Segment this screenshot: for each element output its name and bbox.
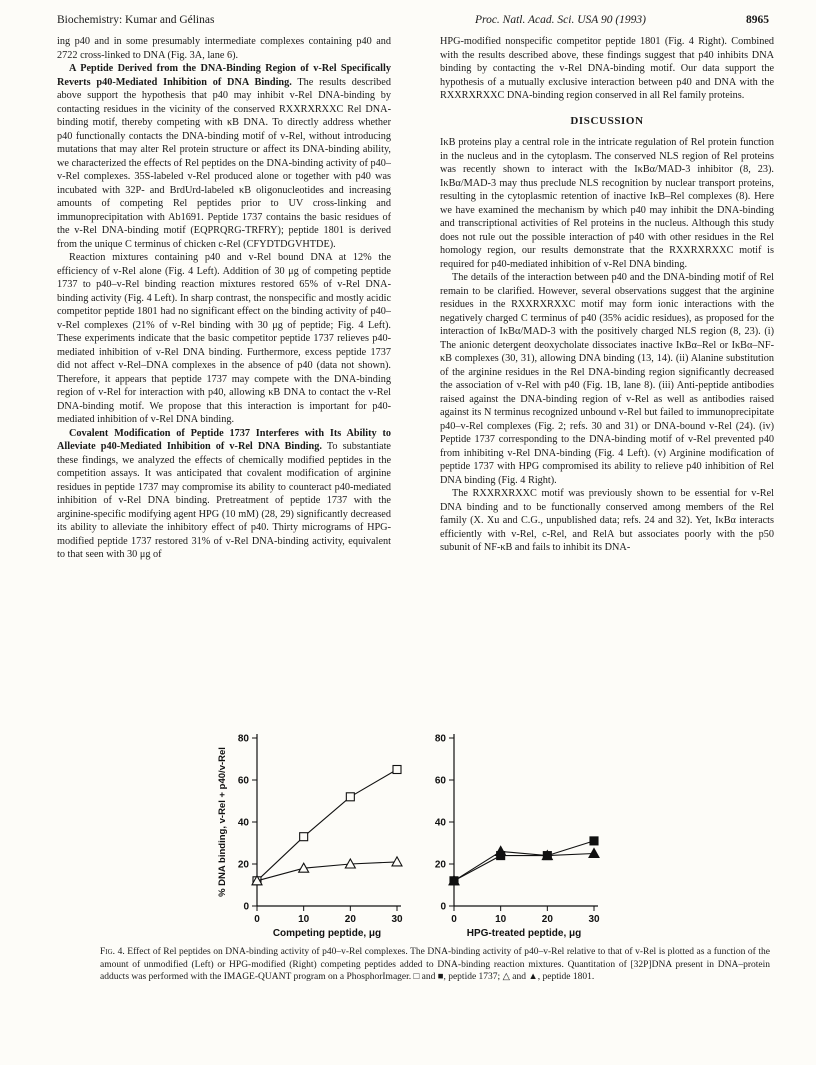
header-journal: Proc. Natl. Acad. Sci. USA 90 (1993) <box>475 14 646 26</box>
data-point-square <box>393 766 401 774</box>
figure-4-charts <box>200 730 630 940</box>
paragraph: The details of the interaction between p40 and the DNA-binding motif of Rel remain to be clarified. However, several observations suggest that the arginine residues in the RXXRXRXXC motif may form ionic interactions with the negatively charged C terminus of p40 (35% acidic residues), as proposed for the interaction of IκBα/MAD-3 with the positively charged NLS region (8, 23). (i) The anionic detergent deoxycholate dissociates inactive IκBα–Rel or IκBα–NF-κB complexes (30, 31), allowing DNA binding (13, 14). (ii) Alanine substitution of the arginine residues in the Rel DNA-binding region significantly decreased the association of v-Rel with p40 (Fig. 1B, lane 8). (iii) Anti-peptide antibodies raised against the DNA-binding region of v-Rel as well as antibodies raised against its N terminus recognized unbound v-Rel but failed to immunoprecipitate p40–v-Rel complexes (Fig. 2; refs. 30 and 31) or DNA-bound v-Rel (24). (iv) Peptide 1737 corresponding to the DNA-binding motif of v-Rel prevented p40 from inhibiting v-Rel DNA-binding (Fig. 4 Left). (v) Arginine modification of peptide 1737 with HPG compromised its ability to relieve p40 inhibition of Rel DNA binding (Fig. 4 Right). <box>440 272 774 486</box>
series-line <box>257 770 397 881</box>
paragraph: IκB proteins play a central role in the intricate regulation of Rel protein function in the nucleus and in the cytoplasm. The conserved NLS region of Rel proteins was recently shown to interact with the IκBα/MAD-3 inhibitor (8, 23). IκBα/MAD-3 may thus preclude NLS recognition by nuclear transport proteins, resulting in the cytoplasmic retention of inactive IκB–Rel complexes (8). Here we have examined the mechanism by which p40 may inhibit the DNA-binding and transcriptional activities of Rel proteins in the nucleus. Although this study does not rule out the possible interaction of p40 with other residues in the Rel homology region, our results demonstrate that the RXXRXRXXC motif is required for p40-mediated inhibition of v-Rel DNA binding. <box>440 137 774 270</box>
run-in-heading: A Peptide Derived from the DNA-Binding Region of v-Rel Specifically Reverts p40-Mediated Inhibition of DNA Binding. <box>57 63 391 88</box>
run-in-heading: Covalent Modification of Peptide 1737 Interferes with Its Ability to Alleviate p40-Mediated Inhibition of v-Rel DNA Binding. <box>57 427 391 452</box>
y-tick-label: 20 <box>434 859 446 871</box>
x-axis-label: Competing peptide, μg <box>272 928 382 939</box>
paragraph: Reaction mixtures containing p40 and v-Rel bound DNA at 12% the efficiency of v-Rel alone (Fig. 4 Left). Addition of 30 μg of competing peptide 1737 to p40–v-Rel binding reaction mixtures restored 65% of v-Rel DNA-binding activity (Fig. 4 Left). In sharp contrast, the nonspecific and mostly acidic competitor peptide 1801 had no significant effect on the binding activity of p40–v-Rel complexes (21% of v-Rel binding with 30 μg of peptide; Fig. 4 Left). These experiments indicate that the basic competitor peptide 1737 relieves p40-mediated inhibition of v-Rel DNA binding. Furthermore, excess peptide 1737 did not affect v-Rel–DNA complexes in the absence of p40 (data not shown). Therefore, it appears that peptide 1737 may compete with the DNA-binding region of v-Rel for interaction with p40, allowing κB DNA to contact the v-Rel DNA-binding motif. We propose that this interaction is important for p40-mediated inhibition of v-Rel DNA binding. <box>57 252 391 425</box>
y-tick-label: 80 <box>434 733 446 745</box>
y-tick-label: 40 <box>237 817 249 829</box>
y-tick-label: 60 <box>237 775 249 787</box>
x-tick-label: 0 <box>451 914 457 925</box>
y-axis-label: % DNA binding, v-Rel + p40/v-Rel <box>217 747 228 897</box>
data-point-square <box>346 793 354 801</box>
x-tick-label: 10 <box>298 914 310 925</box>
paragraph-text: To substantiate these findings, we analyzed the effects of chemically modified peptides in the competition assays. It was anticipated that covalent modification of arginine residues in peptide 1737 may compromise its ability to counteract p40-mediated inhibition of v-Rel DNA binding. Pretreatment of peptide 1737 with the arginine-specific modifying agent HPG (10 mM) (28, 29) significantly decreased its ability to alleviate the inhibitory effect of p40. Thirty micrograms of HPG-modified peptide 1737 restored 31% of v-Rel DNA-binding activity, equivalent to that seen with 30 μg of <box>57 441 391 560</box>
data-point-square <box>300 833 308 841</box>
right-column <box>440 35 774 715</box>
y-tick-label: 20 <box>237 859 249 871</box>
x-axis-label: HPG-treated peptide, μg <box>466 928 582 939</box>
series-line <box>257 862 397 881</box>
y-tick-label: 60 <box>434 775 446 787</box>
data-point-triangle <box>392 857 402 866</box>
header-authors: Biochemistry: Kumar and Gélinas <box>57 14 215 26</box>
data-point-triangle <box>496 846 506 855</box>
caption-text: Effect of Rel peptides on DNA-binding activity of p40–v-Rel complexes. The DNA-binding activity of p40–v-Rel relative to that of v-Rel is plotted as a function of the amount of unmodified (Left) or HPG-modified (Right) competing peptides added to DNA-binding reaction mixtures. Quantitation of [32P]DNA present in DNA–protein adducts was performed with the IMAGE-QUANT program on a PhosphorImager. □ and ■, peptide 1737; △ and ▲, peptide 1801. <box>100 947 770 982</box>
x-tick-label: 0 <box>254 914 260 925</box>
paragraph: HPG-modified nonspecific competitor peptide 1801 (Fig. 4 Right). Combined with the results described above, these findings suggest that p40 inhibits DNA binding by contacting the v-Rel DNA-binding motif. Our data support the hypothesis of a mutually exclusive interaction between p40 and DNA with the RXXRXRXXC DNA-binding region conserved in all Rel family proteins. <box>440 36 774 101</box>
paragraph: The RXXRXRXXC motif was previously shown to be essential for v-Rel DNA binding and to be functionally conserved among members of the Rel family (X. Xu and C.G., unpublished data; refs. 24 and 32). Yet, IκBα interacts efficiently with v-Rel, c-Rel, and RelA but associates poorly with the p50 subunit of NF-κB and fails to inhibit its DNA- <box>440 488 774 553</box>
x-tick-label: 20 <box>344 914 356 925</box>
data-point-square <box>590 837 598 845</box>
figure-caption <box>100 946 770 984</box>
y-tick-label: 40 <box>434 817 446 829</box>
series-line <box>454 841 594 881</box>
left-column <box>57 35 391 715</box>
data-point-triangle <box>589 849 599 858</box>
header-page-number: 8965 <box>746 14 769 26</box>
paragraph <box>57 62 391 251</box>
paragraph: ing p40 and in some presumably intermediate complexes containing p40 and 2722 cross-linked to DNA (Fig. 3A, lane 6). <box>57 36 391 61</box>
figure-4 <box>200 730 630 940</box>
section-heading: DISCUSSION <box>570 114 644 127</box>
y-tick-label: 0 <box>243 901 249 913</box>
x-tick-label: 30 <box>588 914 600 925</box>
paragraph <box>57 427 391 562</box>
x-tick-label: 20 <box>541 914 553 925</box>
running-header <box>57 14 769 30</box>
paragraph-text: The results described above support the hypothesis that p40 may inhibit v-Rel DNA-binding by contacting residues in the vicinity of the conserved RXXRXRXXC Rel DNA-binding motif, thereby competing with κB DNA. To directly address whether p40 functionally contacts the DNA-binding motif of v-Rel, without introducing mutations that may alter Rel protein structure or affect its DNA-binding ability, we characterized the effects of Rel peptides on the DNA-binding activity of p40–v-Rel complexes. 35S-labeled v-Rel produced alone or together with p40 was incubated with 32P- and BrdUrd-labeled κB oligonucleotides and increasing amounts of competing Rel peptides prior to UV cross-linking and immunoprecipitation with Ab1691. Peptide 1737 contains the basic residues of the v-Rel DNA-binding motif (EQPRQRG-TRFRY); peptide 1801 is derived from the unique C terminus of chicken c-Rel (CFYDTDGVHTDE). <box>57 76 391 250</box>
y-tick-label: 80 <box>237 733 249 745</box>
y-tick-label: 0 <box>440 901 446 913</box>
caption-label: Fig. 4. <box>100 947 125 957</box>
x-tick-label: 10 <box>495 914 507 925</box>
x-tick-label: 30 <box>391 914 403 925</box>
